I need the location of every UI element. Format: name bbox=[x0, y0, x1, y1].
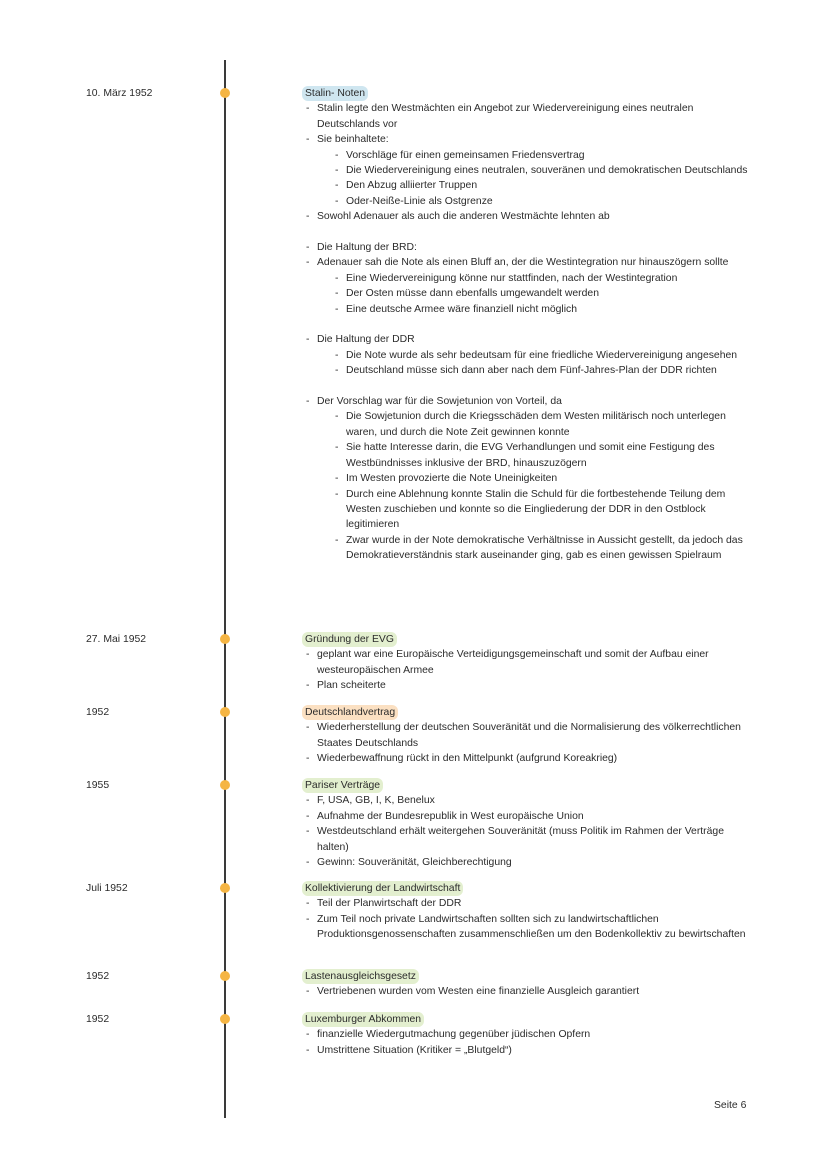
bullet-text: Teil der Planwirtschaft der DDR bbox=[317, 898, 462, 910]
sub-bullet-item: - Die Wiedervereinigung eines neutralen, souveränen und demokratischen Deutschlands bbox=[334, 163, 755, 178]
sub-bullet-item: - Deutschland müsse sich dann aber nach dem Fünf-Jahres-Plan der DDR richten bbox=[334, 363, 755, 378]
bullet-item bbox=[305, 1027, 755, 1042]
bullet-text: Die Haltung der DDR bbox=[317, 334, 415, 346]
bullet-text: F, USA, GB, I, K, Benelux bbox=[317, 795, 435, 807]
bullet-item bbox=[305, 751, 755, 766]
bullet-item bbox=[305, 647, 755, 678]
paragraph-gap bbox=[305, 379, 755, 394]
timeline-dot bbox=[220, 707, 230, 717]
bullet-text: Aufnahme der Bundesrepublik in West europäische Union bbox=[317, 810, 584, 822]
timeline-dot bbox=[220, 883, 230, 893]
timeline-dot bbox=[220, 971, 230, 981]
entry-title: Kollektivierung der Landwirtschaft bbox=[302, 881, 463, 896]
timeline-dot bbox=[220, 1014, 230, 1024]
entry-content bbox=[305, 778, 755, 870]
timeline-dot bbox=[220, 88, 230, 98]
bullet-text: Gewinn: Souveränität, Gleichberechtigung bbox=[317, 857, 512, 869]
sub-bullet-item: - Die Sowjetunion durch die Kriegsschäden dem Westen militärisch noch unterlegen waren, und durch die Note Zeit gewinnen konnte bbox=[334, 409, 755, 440]
entry-content bbox=[305, 969, 755, 1000]
bullet-item bbox=[305, 332, 755, 378]
bullet-item bbox=[305, 824, 755, 855]
entry-content bbox=[305, 632, 755, 694]
bullet-text: Plan scheiterte bbox=[317, 680, 386, 692]
bullet-list bbox=[305, 332, 755, 378]
entry-content bbox=[305, 86, 755, 564]
bullet-text: Wiederbewaffnung rückt in den Mittelpunkt (aufgrund Koreakrieg) bbox=[317, 753, 618, 765]
entry-date: Juli 1952 bbox=[86, 883, 128, 894]
entry-title: Gründung der EVG bbox=[302, 632, 397, 647]
bullet-text: Umstrittene Situation (Kritiker = „Blutgeld“) bbox=[317, 1044, 512, 1056]
bullet-text: Stalin legte den Westmächten ein Angebot zur Wiedervereinigung eines neutralen Deutschlands vor bbox=[317, 103, 694, 130]
timeline-dot bbox=[220, 634, 230, 644]
entry-title: Luxemburger Abkommen bbox=[302, 1012, 424, 1027]
bullet-item bbox=[305, 896, 755, 911]
sub-bullet-item: - Sie hatte Interesse darin, die EVG Verhandlungen und somit eine Festigung des Westbündnisses inklusive der BRD, hinauszuzögern bbox=[334, 440, 755, 471]
sub-bullet-item: - Eine Wiedervereinigung könne nur stattfinden, nach der Westintegration bbox=[334, 271, 755, 286]
paragraph-gap bbox=[305, 317, 755, 332]
bullet-list bbox=[305, 984, 755, 999]
entry-title: Deutschlandvertrag bbox=[302, 705, 398, 720]
entry-date: 10. März 1952 bbox=[86, 88, 153, 99]
sub-bullet-item: - Im Westen provozierte die Note Uneinigkeiten bbox=[334, 471, 755, 486]
bullet-item bbox=[305, 809, 755, 824]
bullet-list bbox=[305, 1027, 755, 1058]
page-number: Seite 6 bbox=[714, 1100, 747, 1111]
entry-title: Stalin- Noten bbox=[302, 86, 368, 101]
bullet-list bbox=[305, 394, 755, 563]
entry-title: Lastenausgleichsgesetz bbox=[302, 969, 419, 984]
entry-date: 1952 bbox=[86, 971, 110, 982]
bullet-list bbox=[305, 101, 755, 224]
sub-bullet-item: - Eine deutsche Armee wäre finanziell nicht möglich bbox=[334, 302, 755, 317]
timeline-axis bbox=[224, 60, 226, 1118]
entry-content bbox=[305, 1012, 755, 1058]
entry-date: 1952 bbox=[86, 707, 110, 718]
bullet-list bbox=[305, 896, 755, 942]
bullet-item bbox=[305, 240, 755, 255]
bullet-text: Sie beinhaltete: bbox=[317, 134, 389, 146]
bullet-item bbox=[305, 394, 755, 563]
sub-bullet-item: - Zwar wurde in der Note demokratische Verhältnisse in Aussicht gestellt, da jedoch das Demokratieverständnis stark auseinander ging, gab es einen gewissen Spielraum bbox=[334, 533, 755, 564]
entry-content bbox=[305, 881, 755, 943]
sub-bullet-list bbox=[334, 148, 755, 210]
sub-bullet-item: - Oder-Neiße-Linie als Ostgrenze bbox=[334, 194, 755, 209]
bullet-item bbox=[305, 720, 755, 751]
bullet-text: Die Haltung der BRD: bbox=[317, 242, 417, 254]
bullet-text: finanzielle Wiedergutmachung gegenüber jüdischen Opfern bbox=[317, 1029, 591, 1041]
bullet-text: Westdeutschland erhält weitergehen Souveränität (muss Politik im Rahmen der Verträge halten) bbox=[317, 826, 724, 853]
entry-date: 1955 bbox=[86, 780, 110, 791]
bullet-text: Zum Teil noch private Landwirtschaften sollten sich zu landwirtschaftlichen Produktionsgenossenschaften zusammenschließen um den Bodenkollektiv zu bewirtschaften bbox=[317, 913, 746, 941]
paragraph-gap bbox=[305, 225, 755, 240]
entry-title: Pariser Verträge bbox=[302, 778, 383, 793]
sub-bullet-item: - Den Abzug alliierter Truppen bbox=[334, 178, 755, 193]
entry-date: 1952 bbox=[86, 1014, 110, 1025]
bullet-list bbox=[305, 647, 755, 693]
sub-bullet-list bbox=[334, 348, 755, 379]
bullet-item bbox=[305, 255, 755, 317]
bullet-text: Wiederherstellung der deutschen Souveränität und die Normalisierung des völkerrechtlichen Staates Deutschlands bbox=[317, 722, 741, 749]
bullet-item bbox=[305, 984, 755, 999]
bullet-item bbox=[305, 855, 755, 870]
sub-bullet-item: - Vorschläge für einen gemeinsamen Friedensvertrag bbox=[334, 148, 755, 163]
entry-date: 27. Mai 1952 bbox=[86, 634, 147, 645]
sub-bullet-list bbox=[334, 271, 755, 317]
bullet-item bbox=[305, 1043, 755, 1058]
bullet-list bbox=[305, 240, 755, 317]
bullet-list bbox=[305, 793, 755, 870]
bullet-item bbox=[305, 209, 755, 224]
bullet-item bbox=[305, 678, 755, 693]
entry-content bbox=[305, 705, 755, 767]
sub-bullet-list bbox=[334, 409, 755, 563]
sub-bullet-item: - Durch eine Ablehnung konnte Stalin die Schuld für die fortbestehende Teilung dem Westen zuschieben und konnte so die Eingliederung der DDR in den Ostblock legitimieren bbox=[334, 487, 755, 533]
bullet-text: Vertriebenen wurden vom Westen eine finanzielle Ausgleich garantiert bbox=[317, 986, 640, 998]
bullet-text: Adenauer sah die Note als einen Bluff an, der die Westintegration nur hinauszögern sollte bbox=[317, 257, 729, 269]
bullet-text: Der Vorschlag war für die Sowjetunion von Vorteil, da bbox=[317, 396, 562, 408]
sub-bullet-item: - Die Note wurde als sehr bedeutsam für eine friedliche Wiedervereinigung angesehen bbox=[334, 348, 755, 363]
bullet-item bbox=[305, 101, 755, 132]
sub-bullet-item: - Der Osten müsse dann ebenfalls umgewandelt werden bbox=[334, 286, 755, 301]
bullet-item bbox=[305, 793, 755, 808]
bullet-item bbox=[305, 912, 755, 943]
bullet-text: Sowohl Adenauer als auch die anderen Westmächte lehnten ab bbox=[317, 211, 610, 223]
bullet-item bbox=[305, 132, 755, 209]
timeline-dot bbox=[220, 780, 230, 790]
bullet-text: geplant war eine Europäische Verteidigungsgemeinschaft und somit der Aufbau einer westeuropäischen Armee bbox=[317, 649, 709, 676]
bullet-list bbox=[305, 720, 755, 766]
